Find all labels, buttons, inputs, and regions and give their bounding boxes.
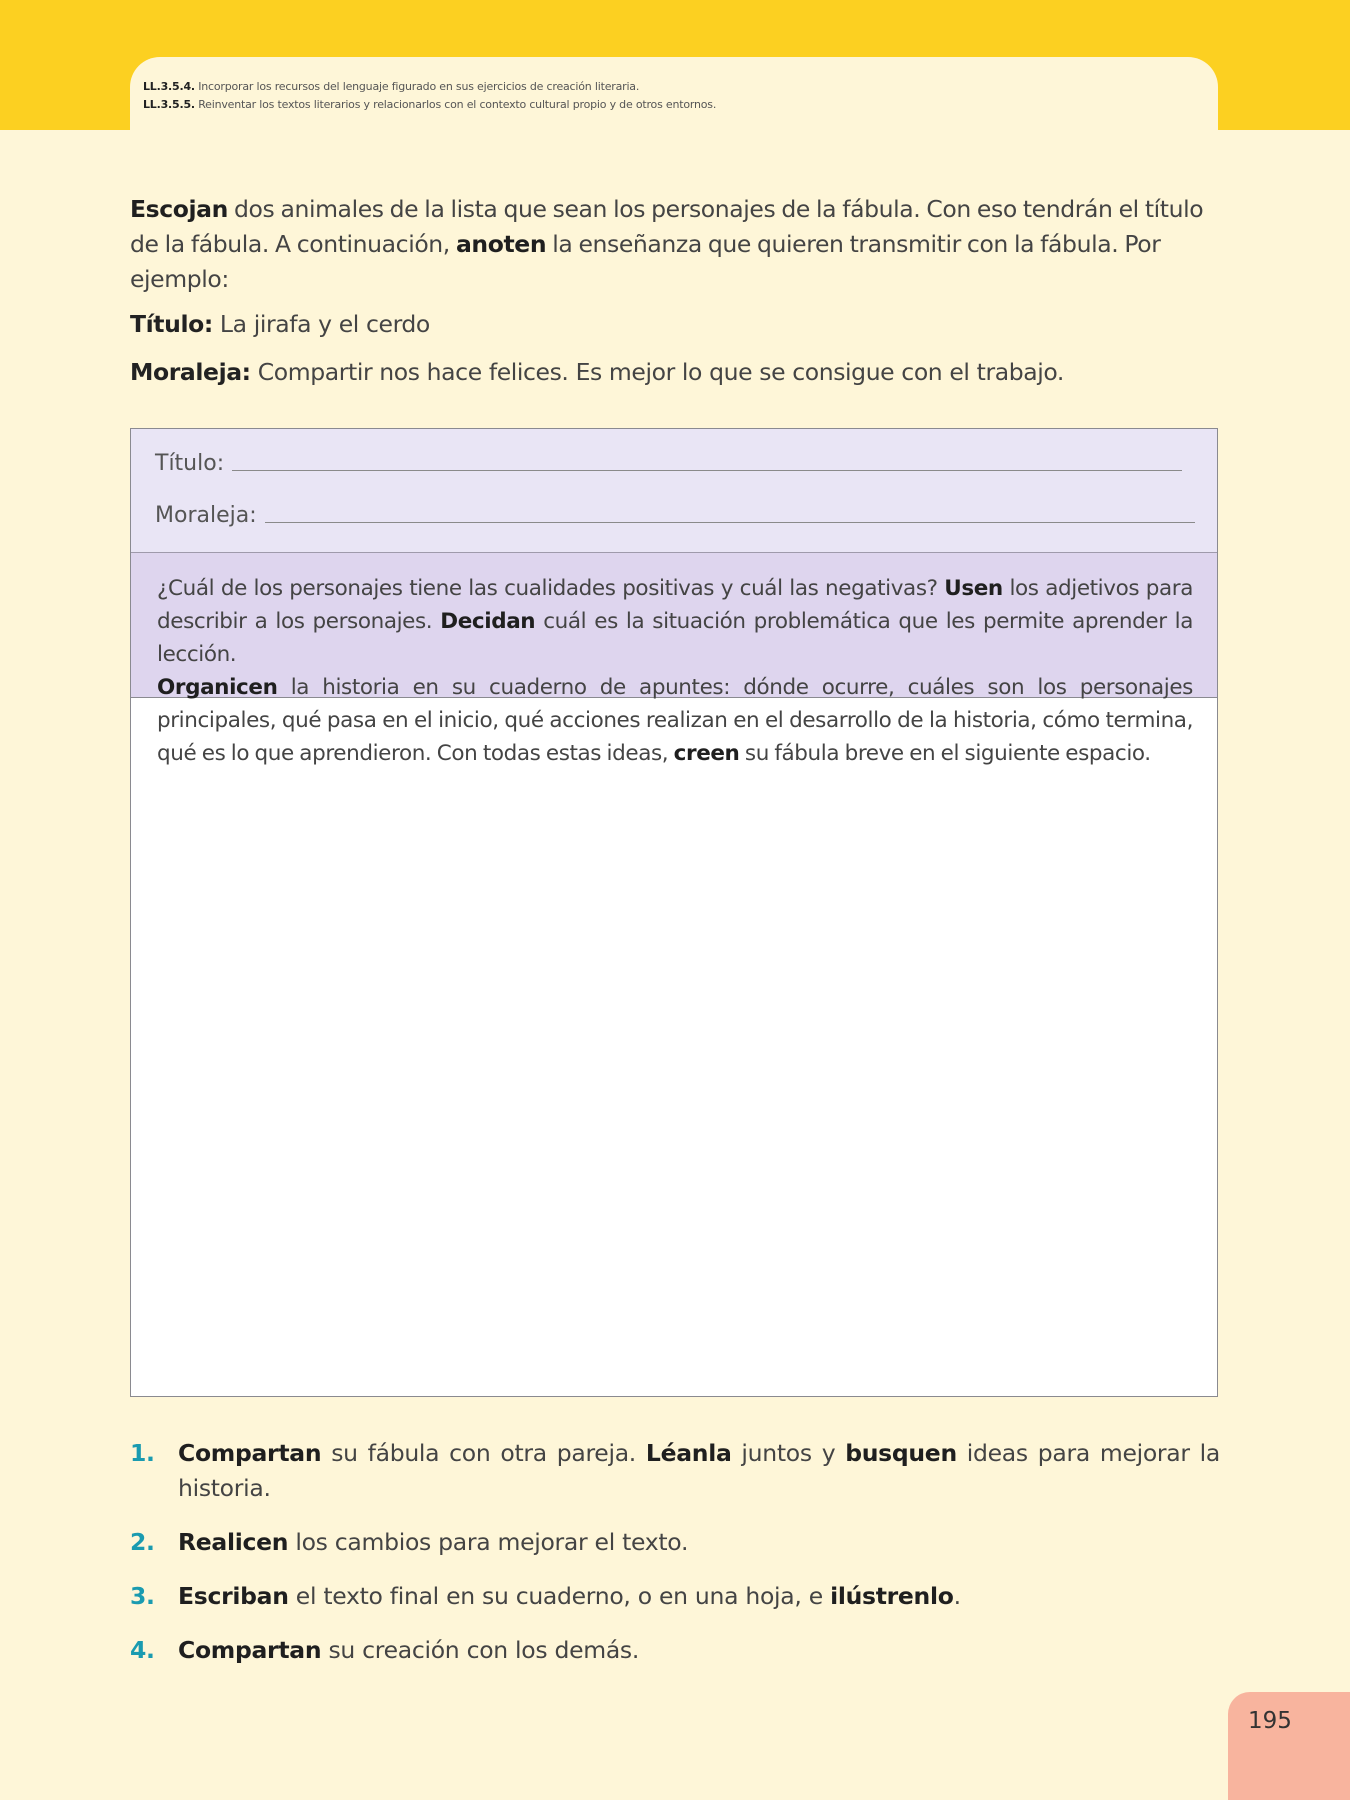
skill-text: Incorporar los recursos del lenguaje figurado en sus ejercicios de creación literaria. <box>198 80 640 93</box>
moral-field <box>155 503 1195 528</box>
verb: Compartan <box>178 1439 322 1467</box>
step-number: 3. <box>130 1582 155 1610</box>
example-title-label: Título: <box>130 310 213 338</box>
verb: busquen <box>845 1439 957 1467</box>
intro-paragraph <box>130 192 1220 297</box>
text: los adjetivos para describir a los personajes. <box>157 576 1193 634</box>
step-text <box>178 1579 1220 1614</box>
verb: Léanla <box>645 1439 732 1467</box>
example-title-value: La jirafa y el cerdo <box>212 310 430 338</box>
text: los cambios para mejorar el texto. <box>288 1528 689 1556</box>
text: su fábula breve en el siguiente espacio. <box>739 741 1151 766</box>
verb: Realicen <box>178 1528 289 1556</box>
step-item <box>130 1436 1220 1506</box>
step-item <box>130 1633 1220 1668</box>
text: ideas para mejorar la historia. <box>178 1439 1220 1502</box>
verb: Escojan <box>130 195 228 223</box>
skill-line <box>143 78 1218 96</box>
step-text <box>178 1525 1220 1560</box>
example-title <box>130 310 430 338</box>
moral-write-line[interactable] <box>265 521 1195 523</box>
skill-text: Reinventar los textos literarios y relacionarlos con el contexto cultural propio y de otros entornos. <box>198 98 717 111</box>
verb: ilústrenlo <box>830 1582 954 1610</box>
moral-field-label: Moraleja: <box>155 503 257 528</box>
skill-code: LL.3.5.4. <box>143 80 195 93</box>
writing-area[interactable] <box>131 698 1217 1395</box>
title-field <box>155 451 1182 476</box>
verb: Decidan <box>440 609 536 634</box>
step-number: 4. <box>130 1636 155 1664</box>
step-text <box>178 1436 1220 1506</box>
verb: Organicen <box>157 675 278 700</box>
text: su fábula con otra pareja. <box>321 1439 646 1467</box>
text: su creación con los demás. <box>321 1636 640 1664</box>
text: cuál es la situación problemática que les permite aprender la lección. <box>157 609 1194 667</box>
steps-list <box>130 1436 1220 1687</box>
verb: Compartan <box>178 1636 322 1664</box>
text: dos animales de la lista que sean los personajes de la fábula. Con eso tendrán el título de la fábula. A continuación, <box>130 195 1204 258</box>
page-number: 195 <box>1248 1708 1292 1734</box>
step-item <box>130 1579 1220 1614</box>
skill-line <box>143 96 1218 114</box>
fable-worksheet <box>130 428 1218 1397</box>
step-number: 1. <box>130 1439 155 1467</box>
example-moral <box>130 358 1064 386</box>
text: juntos y <box>731 1439 846 1467</box>
step-item <box>130 1525 1220 1560</box>
text: la enseñanza que quieren transmitir con la fábula. Por ejemplo: <box>130 230 1161 293</box>
step-number: 2. <box>130 1528 155 1556</box>
text: la historia en su cuaderno de apuntes: dónde ocurre, cuáles son los personajes principales, qué pasa en el inicio, qué acciones realizan en el desarrollo de la historia, cómo termina, qué es lo que aprendieron. Con todas estas ideas, <box>157 675 1193 766</box>
verb: Usen <box>944 576 1003 601</box>
step-text <box>178 1633 1220 1668</box>
skill-code: LL.3.5.5. <box>143 98 195 111</box>
verb: creen <box>673 741 740 766</box>
fable-header-fields <box>131 429 1217 553</box>
example-moral-label: Moraleja: <box>130 358 251 386</box>
example-moral-value: Compartir nos hace felices. Es mejor lo que se consigue con el trabajo. <box>250 358 1064 386</box>
title-field-label: Título: <box>155 451 225 476</box>
skills-header <box>130 57 1218 137</box>
page-number-tab <box>1228 1692 1350 1800</box>
verb: anoten <box>455 230 547 258</box>
text: . <box>953 1582 961 1610</box>
text: ¿Cuál de los personajes tiene las cualidades positivas y cuál las negativas? <box>157 576 945 601</box>
title-write-line[interactable] <box>232 469 1182 471</box>
fable-instructions <box>131 553 1217 766</box>
text: el texto final en su cuaderno, o en una hoja, e <box>288 1582 831 1610</box>
verb: Escriban <box>178 1582 289 1610</box>
